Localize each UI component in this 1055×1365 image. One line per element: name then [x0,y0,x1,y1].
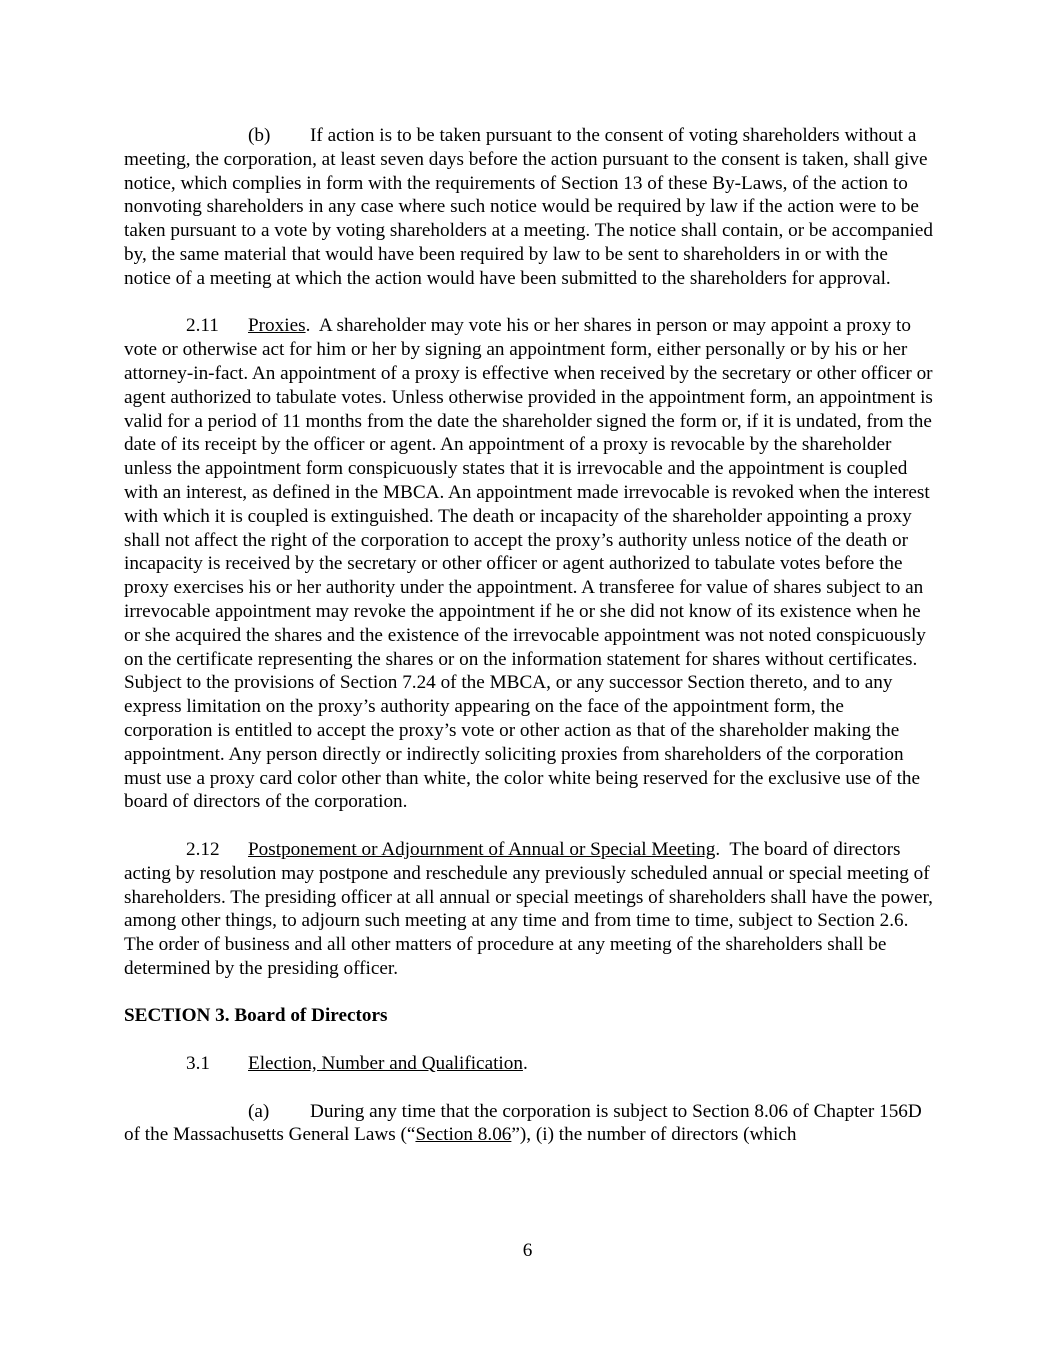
defined-term: Section 8.06 [415,1124,512,1146]
section-text: The board of directors acting by resolution may postpone and reschedule any previously scheduled annual or special meeting of shareholders. The presiding officer at all annual or special meetings of shareholders shall have the power, among other things, to adjourn such meeting at any time and from time to time, subject to Section 2.6. The order of business and all other matters of procedure at any meeting of the shareholders shall be determined by the presiding officer. [124,838,933,979]
section-title: Postponement or Adjournment of Annual or Special Meeting [248,838,716,860]
section-title: Proxies [248,315,306,337]
section-number: 2.11 [186,315,219,337]
paragraph-2-10-b [124,124,936,291]
section-3-heading: SECTION 3. Board of Directors [124,1005,388,1027]
paragraph-text-before: During any time that the corporation is subject to Section 8.06 of Chapter 156D of the Massachusetts General Laws (“ [124,1100,922,1146]
paragraph-3-1-a [124,1100,936,1148]
section-title-punct: . [305,315,311,337]
section-title-punct: . [715,838,721,860]
section-3-1-paragraph [124,1052,936,1076]
paragraph-text: If action is to be taken pursuant to the consent of voting shareholders without a meeting, the corporation, at least seven days before the action pursuant to the consent is taken, shall give notice, which complies in form with the requirements of Section 13 of these By-Laws, of the action to nonvoting shareholders in any case where such notice would be required by law if the action were to be taken pursuant to a vote by voting shareholders at a meeting. The notice shall contain, or be accompanied by, the same material that would have been required by law to be sent to shareholders in or with the notice of a meeting at which the action would have been submitted to the shareholders for approval. [124,125,933,289]
document-page [124,124,936,1147]
section-text: A shareholder may vote his or her shares in person or may appoint a proxy to vote or otherwise act for him or her by signing an appointment form, either personally or by his or her attorney-in-fact. An appointment of a proxy is effective when received by the secretary or other officer or agent authorized to tabulate votes. Unless otherwise provided in the appointment form, an appointment is valid for a period of 11 months from the date the shareholder signed the form or, if it is undated, from the date of its receipt by the officer or agent. An appointment of a proxy is revocable by the shareholder unless the appointment form conspicuously states that it is irrevocable and the appointment is coupled with an interest, as defined in the MBCA. An appointment made irrevocable is revoked when the interest with which it is coupled is extinguished. The death or incapacity of the shareholder appointing a proxy shall not affect the right of the corporation to accept the proxy’s authority unless notice of the death or incapacity is received by the secretary or other officer or agent authorized to tabulate votes before the proxy exercises his or her authority under the appointment. A transferee for value of shares subject to an irrevocable appointment may revoke the appointment if he or she did not know of its existence when he or she acquired the shares and the existence of the irrevocable appointment was not noted conspicuously on the certificate representing the shares or on the information statement for shares without certificates. Subject to the provisions of Section 7.24 of the MBCA, or any successor Section thereto, and to any express limitation on the proxy’s authority appearing on the face of the appointment form, the corporation is entitled to accept the proxy’s vote or other action as that of the shareholder making the appointment. Any person directly or indirectly soliciting proxies from shareholders of the corporation must use a proxy card color other than white, the color white being reserved for the exclusive use of the board of directors of the corporation. [124,315,933,813]
paragraph-text-after: ”), (i) the number of directors (which [511,1124,797,1146]
section-title: Election, Number and Qualification [248,1053,523,1075]
page-number: 6 [522,1240,533,1261]
section-number: 2.12 [186,838,220,860]
paragraph-label: (b) [248,125,271,146]
section-number: 3.1 [186,1053,210,1075]
section-2-11-paragraph [124,314,936,814]
section-2-12-paragraph [124,838,936,981]
section-title-punct: . [522,1053,528,1075]
paragraph-label: (a) [248,1100,270,1122]
